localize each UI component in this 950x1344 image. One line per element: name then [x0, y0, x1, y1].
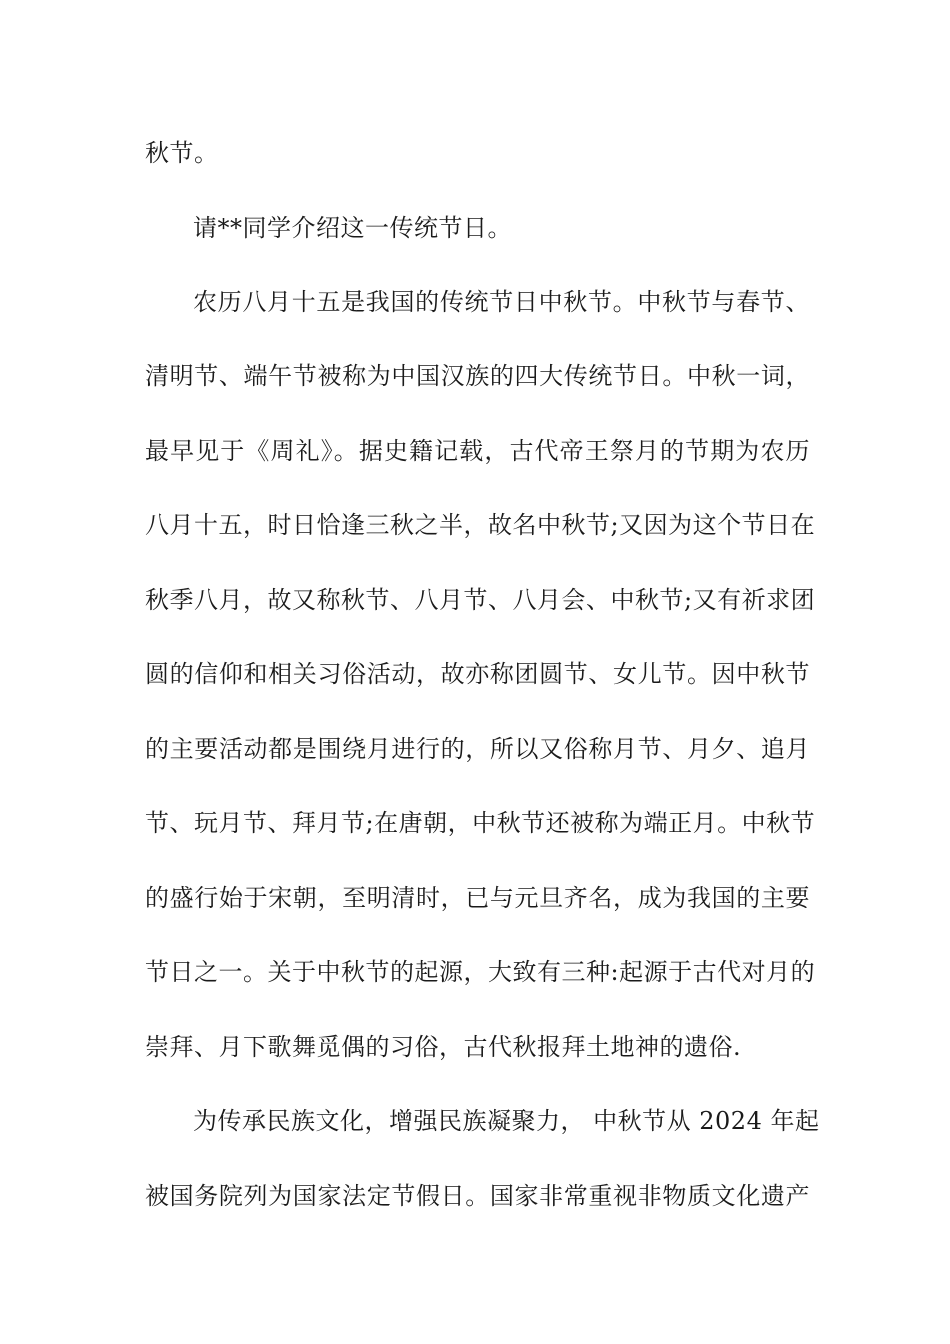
text-line: 最早见于《周礼》。据史籍记载，古代帝王祭月的节期为农历	[145, 437, 810, 465]
text-line: 请**同学介绍这一传统节日。	[193, 214, 512, 242]
text-line: 清明节、端午节被称为中国汉族的四大传统节日。中秋一词，	[145, 362, 810, 390]
text-line: 崇拜、月下歌舞觅偶的习俗，古代秋报拜土地神的遗俗.	[145, 1033, 742, 1061]
text-line: 节、玩月节、拜月节;在唐朝，中秋节还被称为端正月。中秋节	[145, 809, 816, 837]
text-line: 圆的信仰和相关习俗活动，故亦称团圆节、女儿节。因中秋节	[145, 660, 810, 688]
text-line: 为传承民族文化，增强民族凝聚力， 中秋节从 2024 年起	[193, 1107, 820, 1135]
text-line: 的主要活动都是围绕月进行的，所以又俗称月节、月夕、追月	[145, 735, 810, 763]
text-line: 农历八月十五是我国的传统节日中秋节。中秋节与春节、	[193, 288, 810, 316]
text-line: 八月十五，时日恰逢三秋之半，故名中秋节;又因为这个节日在	[145, 511, 816, 539]
text-line: 秋季八月，故又称秋节、八月节、八月会、中秋节;又有祈求团	[145, 586, 816, 614]
text-line: 节日之一。关于中秋节的起源，大致有三种:起源于古代对月的	[145, 958, 816, 986]
text-line: 的盛行始于宋朝，至明清时，已与元旦齐名，成为我国的主要	[145, 884, 810, 912]
text-line: 被国务院列为国家法定节假日。国家非常重视非物质文化遗产	[145, 1182, 810, 1210]
text-line: 秋节。	[145, 139, 219, 167]
